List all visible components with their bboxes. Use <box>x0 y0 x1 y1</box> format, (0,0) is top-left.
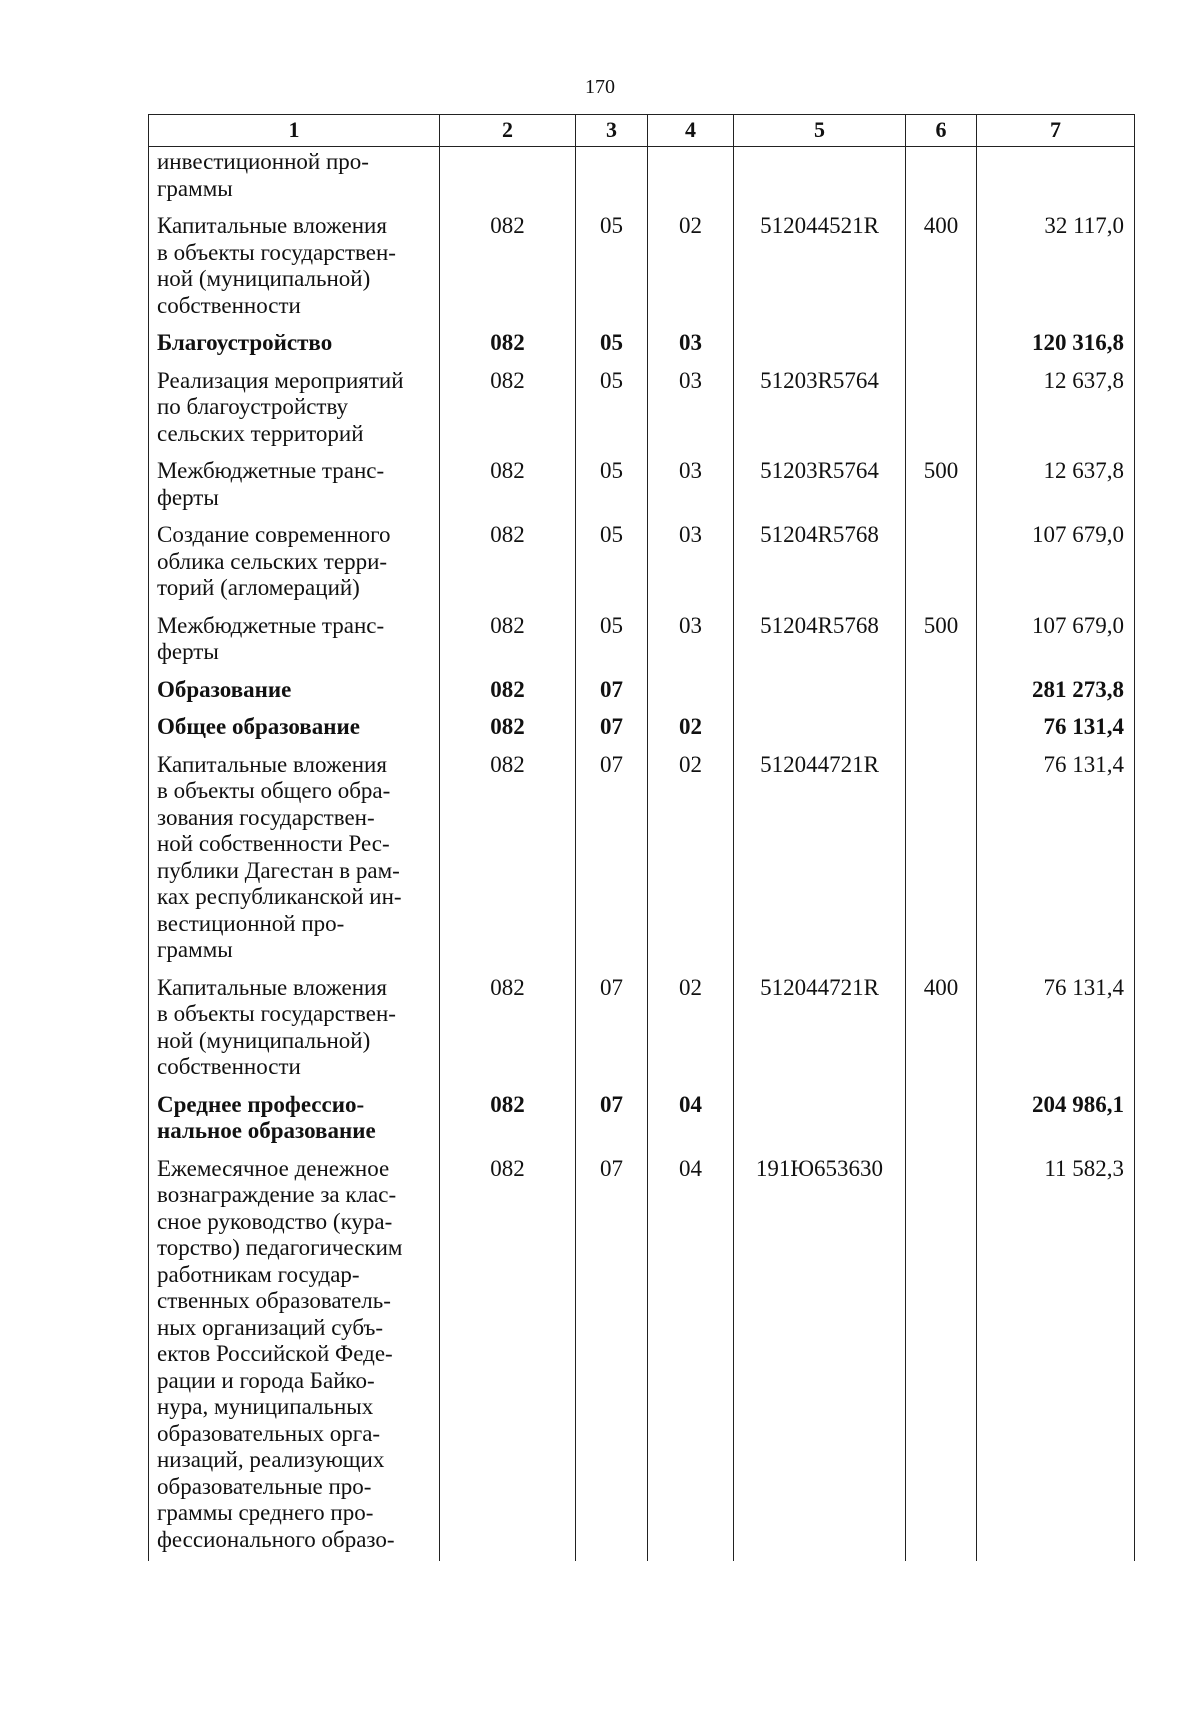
table-row <box>149 972 1135 1089</box>
row-section-cell: 05 <box>576 327 648 365</box>
row-name-cell: Реализация мероприятий по благоустройству сельских территорий <box>149 365 440 456</box>
row-subsection-cell: 03 <box>648 610 734 674</box>
row-expense-type-cell: 500 <box>906 455 977 519</box>
row-expense-type-cell <box>906 365 977 456</box>
row-section-cell <box>576 147 648 211</box>
row-subsection-cell <box>648 147 734 211</box>
row-grbs-cell: 082 <box>440 519 576 610</box>
column-header: 7 <box>977 115 1135 147</box>
row-name-cell: Капитальные вложения в объекты государствен- ной (муниципальной) собственности <box>149 210 440 327</box>
row-amount-cell: 76 131,4 <box>977 711 1135 749</box>
row-grbs-cell: 082 <box>440 972 576 1089</box>
row-target-article-cell: 512044721R <box>734 749 906 972</box>
budget-table <box>148 114 1135 1561</box>
row-target-article-cell: 51204R5768 <box>734 519 906 610</box>
row-section-cell: 07 <box>576 749 648 972</box>
row-target-article-cell <box>734 147 906 211</box>
row-target-article-cell <box>734 1089 906 1153</box>
column-header: 4 <box>648 115 734 147</box>
row-target-article-cell: 512044721R <box>734 972 906 1089</box>
row-grbs-cell: 082 <box>440 610 576 674</box>
row-section-cell: 07 <box>576 1153 648 1562</box>
table-row <box>149 365 1135 456</box>
table-row <box>149 147 1135 211</box>
row-section-cell: 07 <box>576 674 648 712</box>
row-subsection-cell: 03 <box>648 365 734 456</box>
row-target-article-cell: 191Ю653630 <box>734 1153 906 1562</box>
header-row <box>149 115 1135 147</box>
row-expense-type-cell <box>906 711 977 749</box>
row-amount-cell: 11 582,3 <box>977 1153 1135 1562</box>
row-section-cell: 07 <box>576 711 648 749</box>
row-grbs-cell: 082 <box>440 1089 576 1153</box>
row-expense-type-cell <box>906 1089 977 1153</box>
row-name-cell: Межбюджетные транс- ферты <box>149 610 440 674</box>
row-subsection-cell: 03 <box>648 455 734 519</box>
column-header: 2 <box>440 115 576 147</box>
table-row <box>149 711 1135 749</box>
row-expense-type-cell <box>906 674 977 712</box>
table-row <box>149 610 1135 674</box>
row-amount-cell <box>977 147 1135 211</box>
row-amount-cell: 76 131,4 <box>977 749 1135 972</box>
row-amount-cell: 12 637,8 <box>977 365 1135 456</box>
table-row <box>149 519 1135 610</box>
row-section-cell: 05 <box>576 210 648 327</box>
row-name-cell: Капитальные вложения в объекты общего обра- зования государствен- ной собственности Рес- публики Дагестан в рам- ках республиканской ин- вестиционной про- граммы <box>149 749 440 972</box>
row-grbs-cell: 082 <box>440 749 576 972</box>
row-expense-type-cell: 500 <box>906 610 977 674</box>
row-expense-type-cell <box>906 519 977 610</box>
column-header: 3 <box>576 115 648 147</box>
row-subsection-cell: 02 <box>648 210 734 327</box>
table-row <box>149 327 1135 365</box>
row-section-cell: 05 <box>576 610 648 674</box>
row-grbs-cell: 082 <box>440 365 576 456</box>
row-expense-type-cell <box>906 1153 977 1562</box>
row-subsection-cell: 02 <box>648 972 734 1089</box>
row-expense-type-cell <box>906 327 977 365</box>
row-grbs-cell: 082 <box>440 210 576 327</box>
table-row <box>149 210 1135 327</box>
table-row <box>149 1089 1135 1153</box>
page-number: 170 <box>585 76 615 98</box>
row-expense-type-cell: 400 <box>906 972 977 1089</box>
row-subsection-cell: 02 <box>648 711 734 749</box>
row-subsection-cell: 03 <box>648 519 734 610</box>
row-grbs-cell: 082 <box>440 711 576 749</box>
row-name-cell: Капитальные вложения в объекты государствен- ной (муниципальной) собственности <box>149 972 440 1089</box>
row-grbs-cell: 082 <box>440 327 576 365</box>
row-amount-cell: 120 316,8 <box>977 327 1135 365</box>
row-amount-cell: 107 679,0 <box>977 610 1135 674</box>
row-name-cell: Образование <box>149 674 440 712</box>
row-section-cell: 05 <box>576 519 648 610</box>
row-section-cell: 05 <box>576 365 648 456</box>
row-name-cell: Среднее профессио- нальное образование <box>149 1089 440 1153</box>
row-section-cell: 07 <box>576 1089 648 1153</box>
row-grbs-cell: 082 <box>440 674 576 712</box>
row-expense-type-cell <box>906 749 977 972</box>
column-header: 1 <box>149 115 440 147</box>
row-target-article-cell: 51203R5764 <box>734 455 906 519</box>
row-subsection-cell <box>648 674 734 712</box>
row-target-article-cell <box>734 711 906 749</box>
row-section-cell: 05 <box>576 455 648 519</box>
row-amount-cell: 32 117,0 <box>977 210 1135 327</box>
row-grbs-cell: 082 <box>440 1153 576 1562</box>
column-header: 6 <box>906 115 977 147</box>
row-target-article-cell <box>734 327 906 365</box>
row-amount-cell: 204 986,1 <box>977 1089 1135 1153</box>
row-subsection-cell: 02 <box>648 749 734 972</box>
row-grbs-cell: 082 <box>440 455 576 519</box>
row-subsection-cell: 03 <box>648 327 734 365</box>
row-amount-cell: 281 273,8 <box>977 674 1135 712</box>
row-name-cell: Общее образование <box>149 711 440 749</box>
row-amount-cell: 12 637,8 <box>977 455 1135 519</box>
table-row <box>149 455 1135 519</box>
row-expense-type-cell <box>906 147 977 211</box>
row-name-cell: Создание современного облика сельских терри- торий (агломераций) <box>149 519 440 610</box>
row-section-cell: 07 <box>576 972 648 1089</box>
row-target-article-cell: 51204R5768 <box>734 610 906 674</box>
row-expense-type-cell: 400 <box>906 210 977 327</box>
row-target-article-cell: 512044521R <box>734 210 906 327</box>
row-target-article-cell: 51203R5764 <box>734 365 906 456</box>
table-body <box>149 147 1135 1562</box>
row-amount-cell: 76 131,4 <box>977 972 1135 1089</box>
row-subsection-cell: 04 <box>648 1089 734 1153</box>
row-subsection-cell: 04 <box>648 1153 734 1562</box>
row-name-cell: Межбюджетные транс- ферты <box>149 455 440 519</box>
table-row <box>149 674 1135 712</box>
table-row <box>149 749 1135 972</box>
row-name-cell: Ежемесячное денежное вознаграждение за клас- сное руководство (кура- торство) педагогическим работникам государ- ственных образователь- ных организаций субъ- ектов Российской Феде- рации и города Байко- нура, муниципальных образовательных орга- низаций, реализующих образовательные про- граммы среднего про- фессионального образо- <box>149 1153 440 1562</box>
row-target-article-cell <box>734 674 906 712</box>
row-name-cell: Благоустройство <box>149 327 440 365</box>
row-amount-cell: 107 679,0 <box>977 519 1135 610</box>
column-header: 5 <box>734 115 906 147</box>
row-grbs-cell <box>440 147 576 211</box>
table-row <box>149 1153 1135 1562</box>
row-name-cell: инвестиционной про- граммы <box>149 147 440 211</box>
